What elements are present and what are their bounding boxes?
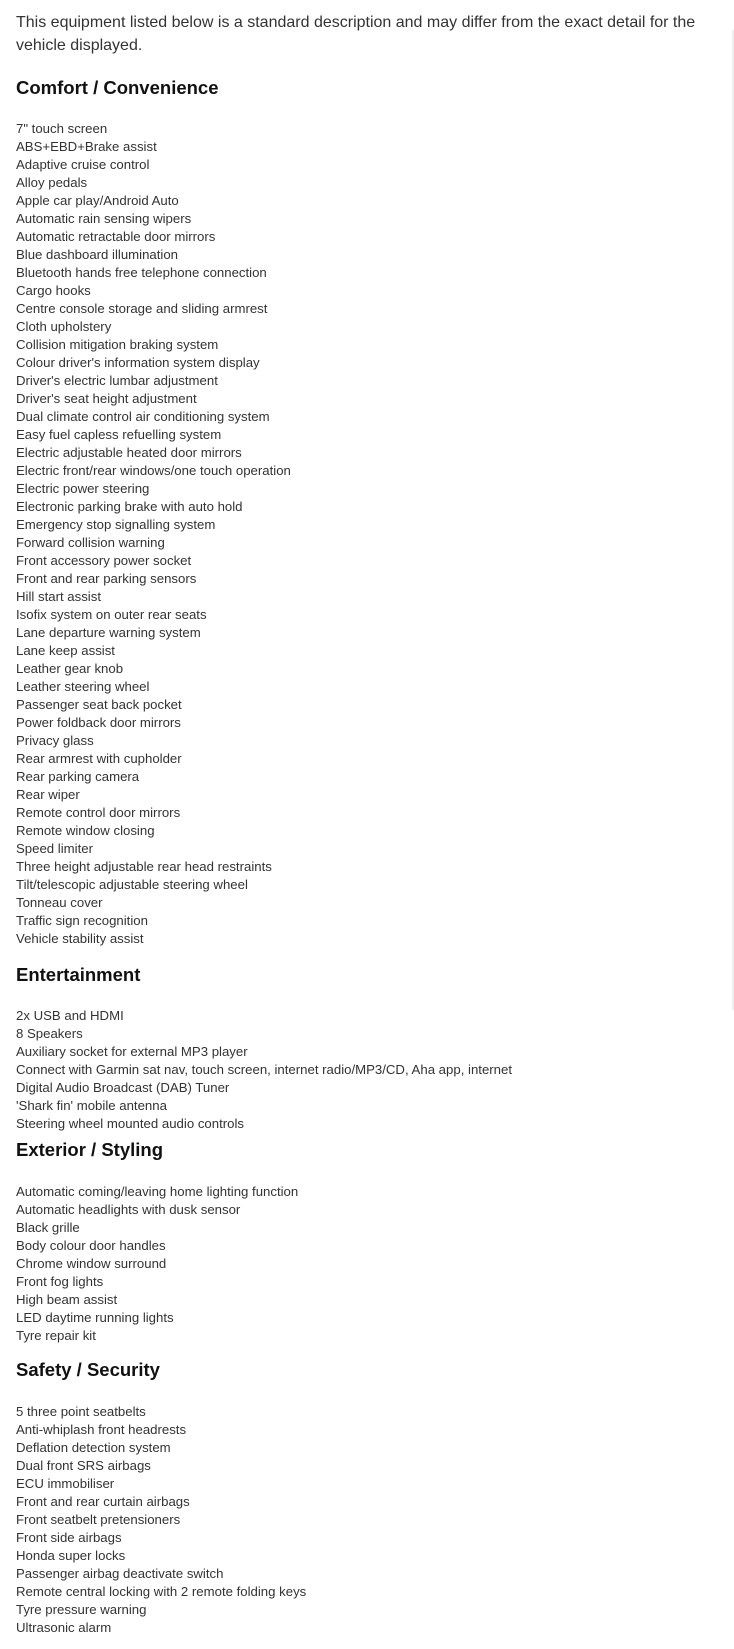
list-item: Traffic sign recognition [16, 913, 148, 928]
equipment-list [16, 120, 706, 948]
list-item: 7" touch screen [16, 121, 108, 136]
section-title: Comfort / Convenience [16, 77, 219, 98]
list-item: Emergency stop signalling system [16, 517, 216, 532]
list-item: Deflation detection system [16, 1440, 171, 1455]
equipment-list [16, 1403, 706, 1637]
equipment-list [16, 1183, 706, 1345]
list-item: Front and rear curtain airbags [16, 1494, 190, 1509]
list-item: Front seatbelt pretensioners [16, 1512, 181, 1527]
list-item: Lane keep assist [16, 643, 115, 658]
list-item: Tilt/telescopic adjustable steering wheel [16, 877, 248, 892]
list-item: Three height adjustable rear head restraints [16, 859, 272, 874]
list-item: ABS+EBD+Brake assist [16, 139, 157, 154]
list-item: Easy fuel capless refuelling system [16, 427, 222, 442]
list-item: Lane departure warning system [16, 625, 201, 640]
list-item: Electric power steering [16, 481, 150, 496]
list-item: Electric front/rear windows/one touch operation [16, 463, 291, 478]
list-item: Hill start assist [16, 589, 101, 604]
list-item: Colour driver's information system display [16, 355, 260, 370]
list-item: Front and rear parking sensors [16, 571, 197, 586]
list-item: Blue dashboard illumination [16, 247, 179, 262]
list-item: Passenger airbag deactivate switch [16, 1566, 224, 1581]
list-item: Electronic parking brake with auto hold [16, 499, 243, 514]
list-item: 5 three point seatbelts [16, 1404, 146, 1419]
equipment-disclaimer: This equipment listed below is a standard description and may differ from the exact detail for the vehicle displayed. [16, 14, 696, 54]
list-item: Cargo hooks [16, 283, 91, 298]
list-item: Passenger seat back pocket [16, 697, 182, 712]
list-item: Leather steering wheel [16, 679, 150, 694]
list-item: Electric adjustable heated door mirrors [16, 445, 242, 460]
list-item: Front fog lights [16, 1274, 104, 1289]
equipment-sections [16, 75, 706, 1637]
list-item: Automatic coming/leaving home lighting function [16, 1184, 299, 1199]
list-item: Digital Audio Broadcast (DAB) Tuner [16, 1080, 230, 1095]
list-item: Remote control door mirrors [16, 805, 181, 820]
list-item: Collision mitigation braking system [16, 337, 219, 352]
list-item: Centre console storage and sliding armrest [16, 301, 268, 316]
list-item: Front side airbags [16, 1530, 122, 1545]
list-item: Automatic retractable door mirrors [16, 229, 216, 244]
list-item: Connect with Garmin sat nav, touch screen, internet radio/MP3/CD, Aha app, internet [16, 1062, 513, 1077]
list-item: Ultrasonic alarm [16, 1620, 112, 1635]
equipment-page [16, 0, 706, 1637]
list-item: Auxiliary socket for external MP3 player [16, 1044, 248, 1059]
list-item: Cloth upholstery [16, 319, 112, 334]
list-item: Dual front SRS airbags [16, 1458, 151, 1473]
list-item: Automatic headlights with dusk sensor [16, 1202, 241, 1217]
list-item: ECU immobiliser [16, 1476, 115, 1491]
list-item: Anti-whiplash front headrests [16, 1422, 187, 1437]
list-item: Alloy pedals [16, 175, 88, 190]
list-item: Dual climate control air conditioning system [16, 409, 270, 424]
list-item: 2x USB and HDMI [16, 1008, 124, 1023]
list-item: Rear wiper [16, 787, 80, 802]
section-exterior-styling [16, 1137, 706, 1345]
list-item: Front accessory power socket [16, 553, 192, 568]
list-item: Automatic rain sensing wipers [16, 211, 192, 226]
list-item: Leather gear knob [16, 661, 124, 676]
list-item: Adaptive cruise control [16, 157, 150, 172]
section-comfort-convenience [16, 75, 706, 948]
list-item: Isofix system on outer rear seats [16, 607, 207, 622]
list-item: 8 Speakers [16, 1026, 83, 1041]
list-item: Steering wheel mounted audio controls [16, 1116, 244, 1131]
list-item: Privacy glass [16, 733, 94, 748]
list-item: Black grille [16, 1220, 80, 1235]
list-item: Remote central locking with 2 remote folding keys [16, 1584, 307, 1599]
list-item: Bluetooth hands free telephone connection [16, 265, 267, 280]
list-item: High beam assist [16, 1292, 118, 1307]
list-item: Apple car play/Android Auto [16, 193, 179, 208]
list-item: Remote window closing [16, 823, 155, 838]
list-item: Tyre repair kit [16, 1328, 96, 1343]
section-title: Safety / Security [16, 1359, 160, 1380]
list-item: Forward collision warning [16, 535, 165, 550]
list-item: Driver's electric lumbar adjustment [16, 373, 218, 388]
section-entertainment [16, 962, 706, 1133]
list-item: Tyre pressure warning [16, 1602, 147, 1617]
list-item: Rear armrest with cupholder [16, 751, 182, 766]
list-item: Speed limiter [16, 841, 93, 856]
section-safety-security [16, 1357, 706, 1637]
list-item: Vehicle stability assist [16, 931, 144, 946]
equipment-list [16, 1007, 706, 1133]
list-item: LED daytime running lights [16, 1310, 174, 1325]
list-item: Chrome window surround [16, 1256, 167, 1271]
list-item: 'Shark fin' mobile antenna [16, 1098, 167, 1113]
list-item: Body colour door handles [16, 1238, 166, 1253]
list-item: Power foldback door mirrors [16, 715, 181, 730]
list-item: Driver's seat height adjustment [16, 391, 197, 406]
section-title: Exterior / Styling [16, 1139, 164, 1160]
list-item: Honda super locks [16, 1548, 126, 1563]
section-title: Entertainment [16, 964, 141, 985]
list-item: Tonneau cover [16, 895, 103, 910]
list-item: Rear parking camera [16, 769, 140, 784]
